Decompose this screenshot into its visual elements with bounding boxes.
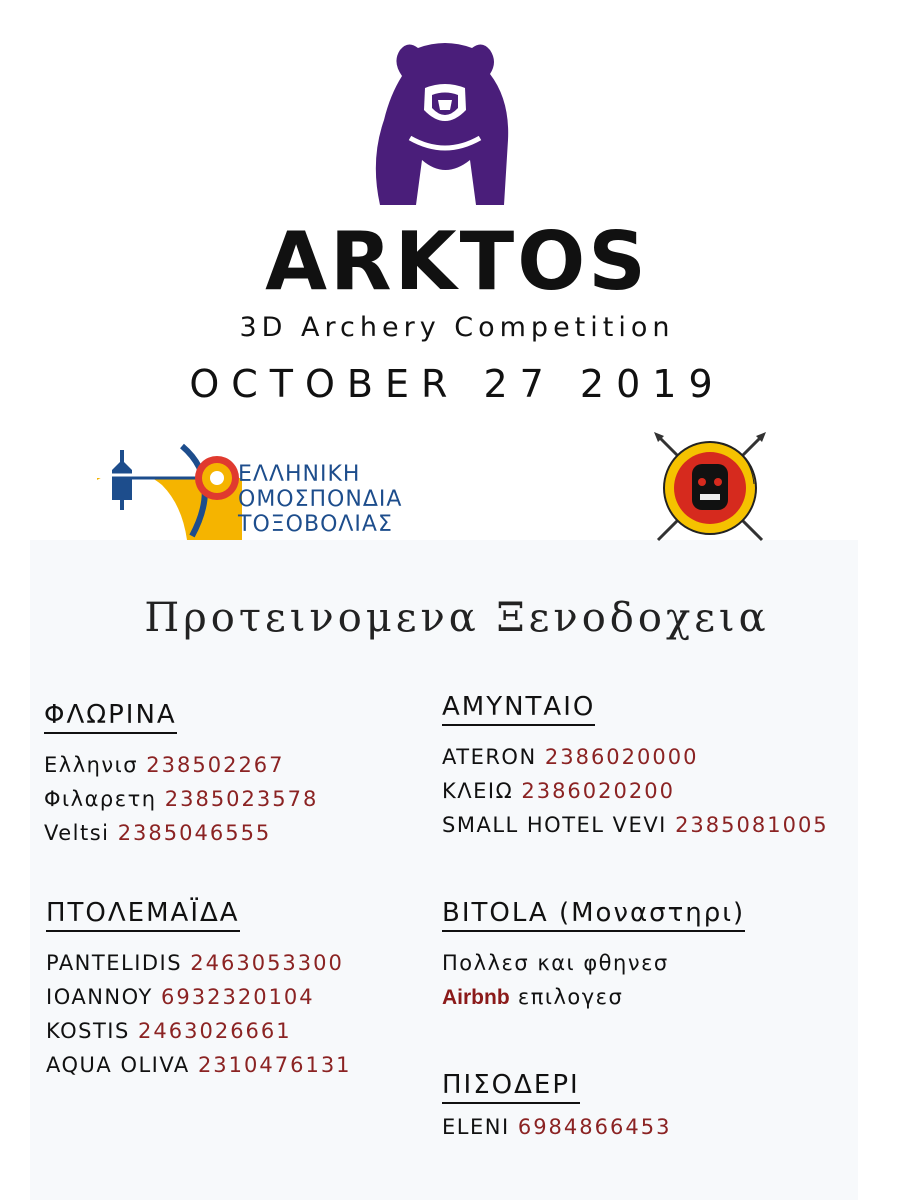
city-heading: ΠΤΟΛΕΜΑΪΔΑ [46,898,240,932]
event-name: ARKTOS [265,215,649,308]
event-date: OCTOBER 27 2019 [189,362,725,406]
hotel-row [46,1014,352,1048]
hotel-row [442,808,829,842]
hotel-row [44,816,318,850]
hotel-name: Φιλαρετη [44,787,157,811]
hotel-row [46,946,352,980]
hotel-row [442,1110,671,1144]
hotel-phone: 238502267 [146,753,285,777]
hotel-name: ATERON [442,745,537,769]
federation-line-1: ΕΛΛΗΝΙΚΗ [238,462,361,487]
federation-line-3: ΤΟΞΟΒΟΛΙΑΣ [238,512,393,537]
city-heading: ΠΙΣΟΔΕΡΙ [442,1070,580,1104]
hotel-name: ELENI [442,1115,510,1139]
hotel-name: AQUA OLIVA [46,1053,190,1077]
hotel-row [44,748,318,782]
hotel-row [46,980,352,1014]
archery-federation-logo-icon [92,440,242,544]
city-florina [44,700,318,850]
event-subtitle: 3D Archery Competition [239,312,675,343]
hotel-name: PANTELIDIS [46,951,183,975]
bear-logo-icon [370,40,520,205]
city-pisoderi [442,1070,671,1144]
city-heading: BITOLA (Μοναστηρι) [442,898,745,932]
hotel-phone: 2310476131 [197,1053,352,1077]
hotel-phone: 6932320104 [161,985,315,1009]
city-heading: ΦΛΩΡΙΝΑ [44,700,177,734]
hotel-phone: 2386020200 [521,779,675,803]
hotel-row [442,740,829,774]
hotel-phone: 2385023578 [164,787,319,811]
hotel-phone: 2385081005 [675,813,829,837]
hotel-name: IOANNOY [46,985,153,1009]
hotel-row [44,782,318,816]
hotel-row [442,774,829,808]
city-bitola [442,898,745,1015]
federation-line-2: ΟΜΟΣΠΟΝΔΙΑ [238,487,403,512]
hotel-name: ΚΛΕΙΩ [442,779,514,803]
section-title: Προτεινομενα Ξενοδοχεια [144,595,770,641]
city-amyntaio [442,692,829,842]
bitola-note-text: επιλογεσ [517,985,624,1009]
city-ptolemaida [46,898,352,1082]
city-heading: ΑΜΥΝΤΑΙΟ [442,692,595,726]
hotel-phone: 6984866453 [517,1115,672,1139]
bitola-note-line: Πολλεσ και φθηνεσ [442,951,669,975]
federation-name [238,462,402,537]
hotel-phone: 2385046555 [117,821,272,845]
hotel-name: Ελληνισ [44,753,139,777]
airbnb-brand: Airbnb [442,986,510,1009]
hotel-phone: 2386020000 [544,745,699,769]
hotel-name: SMALL HOTEL VEVI [442,813,667,837]
hotel-row [46,1048,352,1082]
hotel-name: Veltsi [44,821,110,845]
hotel-phone: 2463026661 [138,1019,292,1043]
hotel-name: KOSTIS [46,1019,130,1043]
bitola-note-line [442,980,745,1015]
hotel-phone: 2463053300 [190,951,344,975]
korybantes-club-logo-icon [650,428,770,548]
